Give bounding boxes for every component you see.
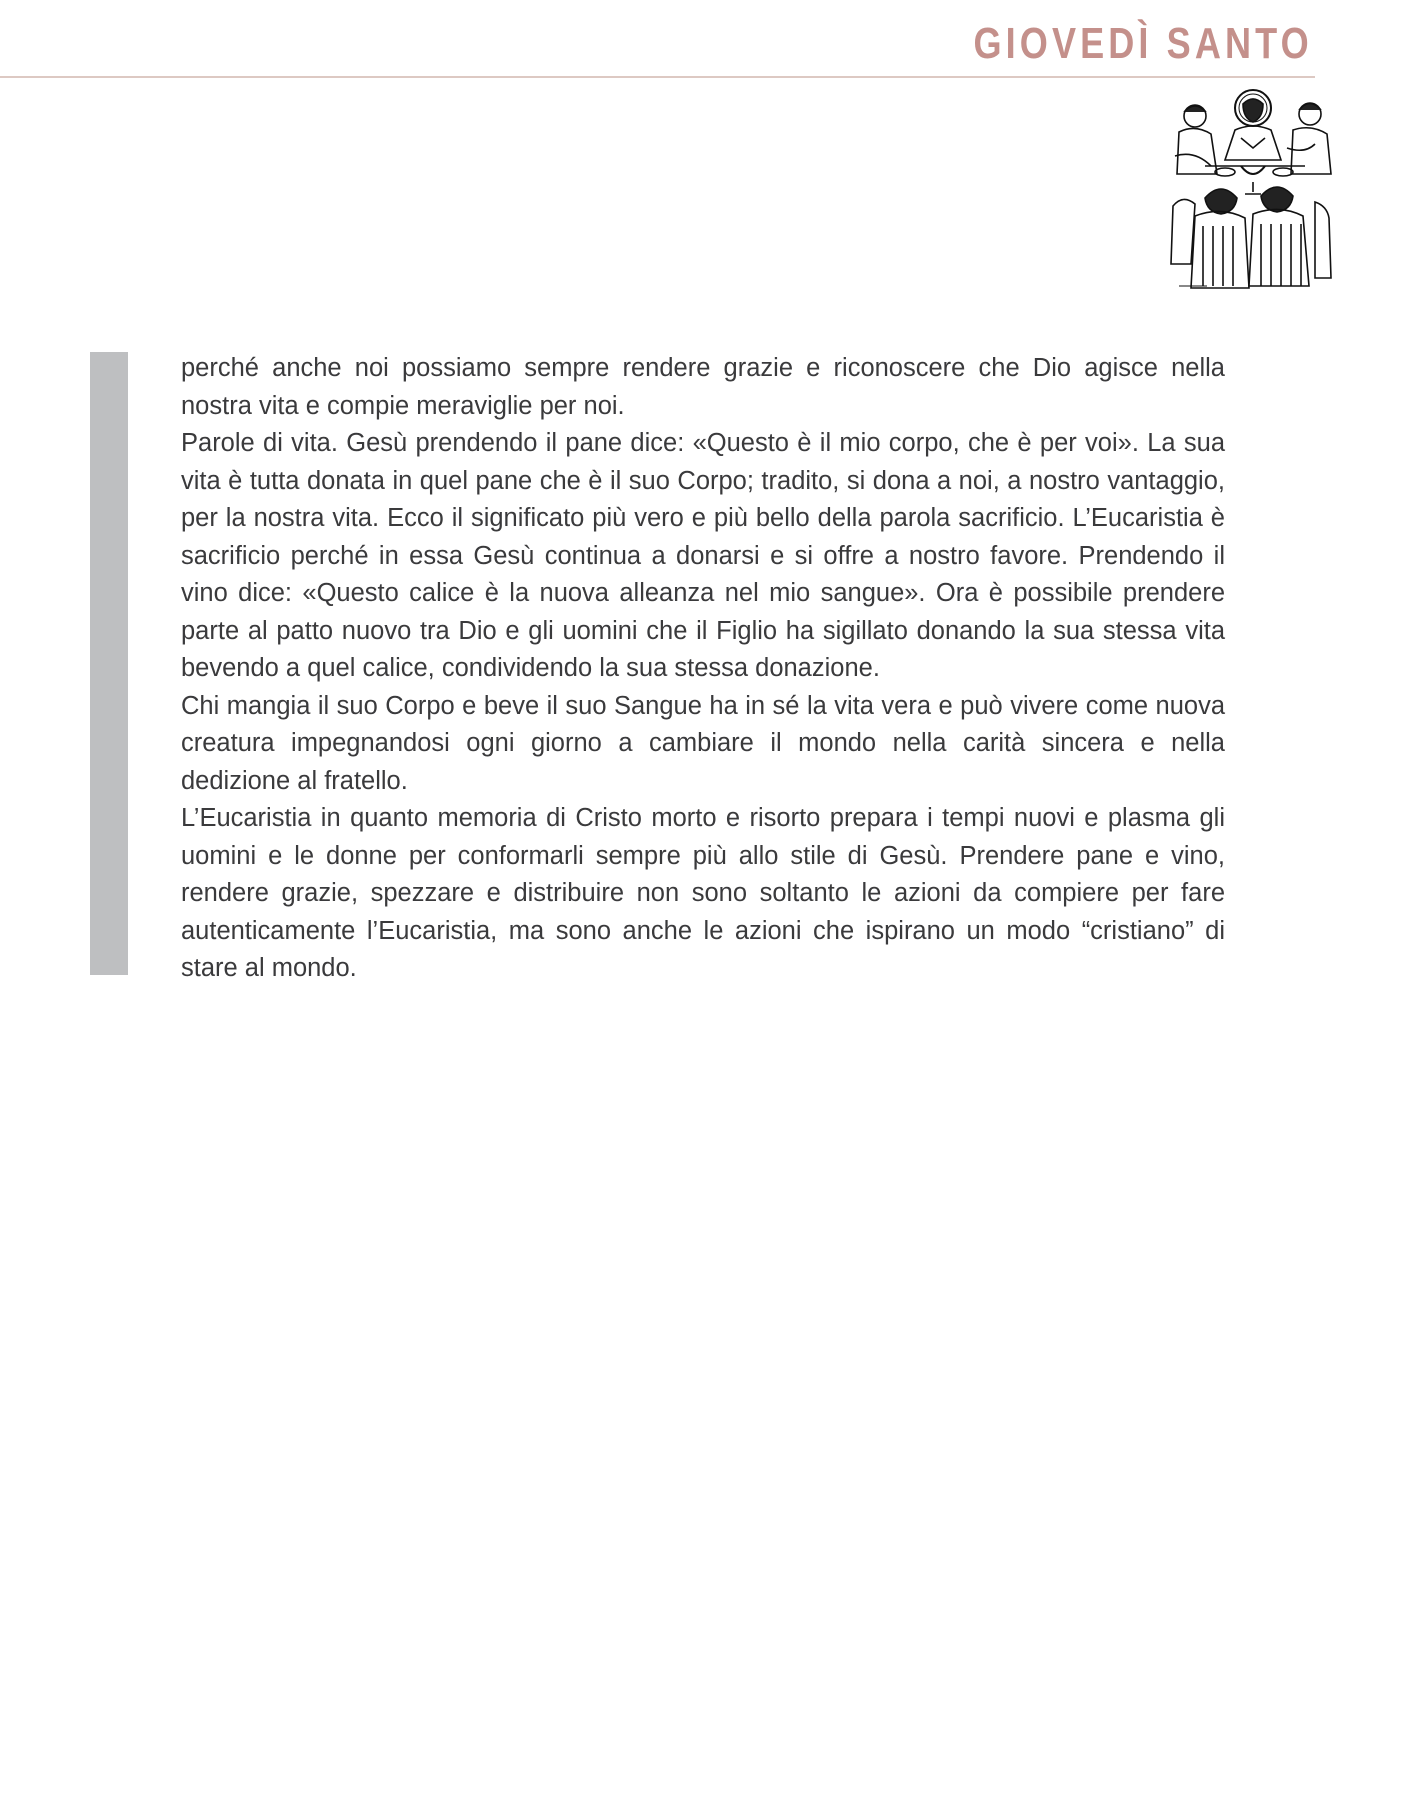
header-divider xyxy=(0,76,1315,78)
paragraph: L’Eucaristia in quanto memoria di Cristo morto e risorto prepara i tempi nuovi e plasma gli uomini e le donne per conformarli sempre più allo stile di Gesù. Prendere pane e vino, rendere grazie, spezzare e distribuire non sono soltanto le azioni da compiere per fare autenticamente l’Eucaristia, ma sono anche le azioni che ispirano un modo “cristiano” di stare al mondo. xyxy=(181,804,1225,982)
side-accent-bar xyxy=(90,352,128,975)
paragraph: perché anche noi possiamo sempre rendere grazie e riconoscere che Dio agisce nella nostra vita e compie meraviglie per noi. xyxy=(181,354,1225,420)
last-supper-illustration-icon xyxy=(1165,86,1335,296)
body-text xyxy=(181,350,1225,988)
paragraph: Chi mangia il suo Corpo e beve il suo Sangue ha in sé la vita vera e può vivere come nuova creatura impegnandosi ogni giorno a cambiare il mondo nella carità sincera e nella dedizione al fratello. xyxy=(181,691,1225,795)
paragraph: Parole di vita. Gesù prendendo il pane dice: «Questo è il mio corpo, che è per voi». La sua vita è tutta donata in quel pane che è il suo Corpo; tradito, si dona a noi, a nostro vantaggio, per la nostra vita. Ecco il significato più vero e più bello della parola sacrificio. L’Eucaristia è sacrificio perché in essa Gesù continua a donarsi e si offre a nostro favore. Prendendo il vino dice: «Questo calice è la nuova alleanza nel mio sangue». Ora è possibile prendere parte al patto nuovo tra Dio e gli uomini che il Figlio ha sigillato donando la sua stessa vita bevendo a quel calice, condividendo la sua stessa donazione. xyxy=(181,429,1225,682)
page-title: GIOVEDÌ SANTO xyxy=(973,19,1313,68)
